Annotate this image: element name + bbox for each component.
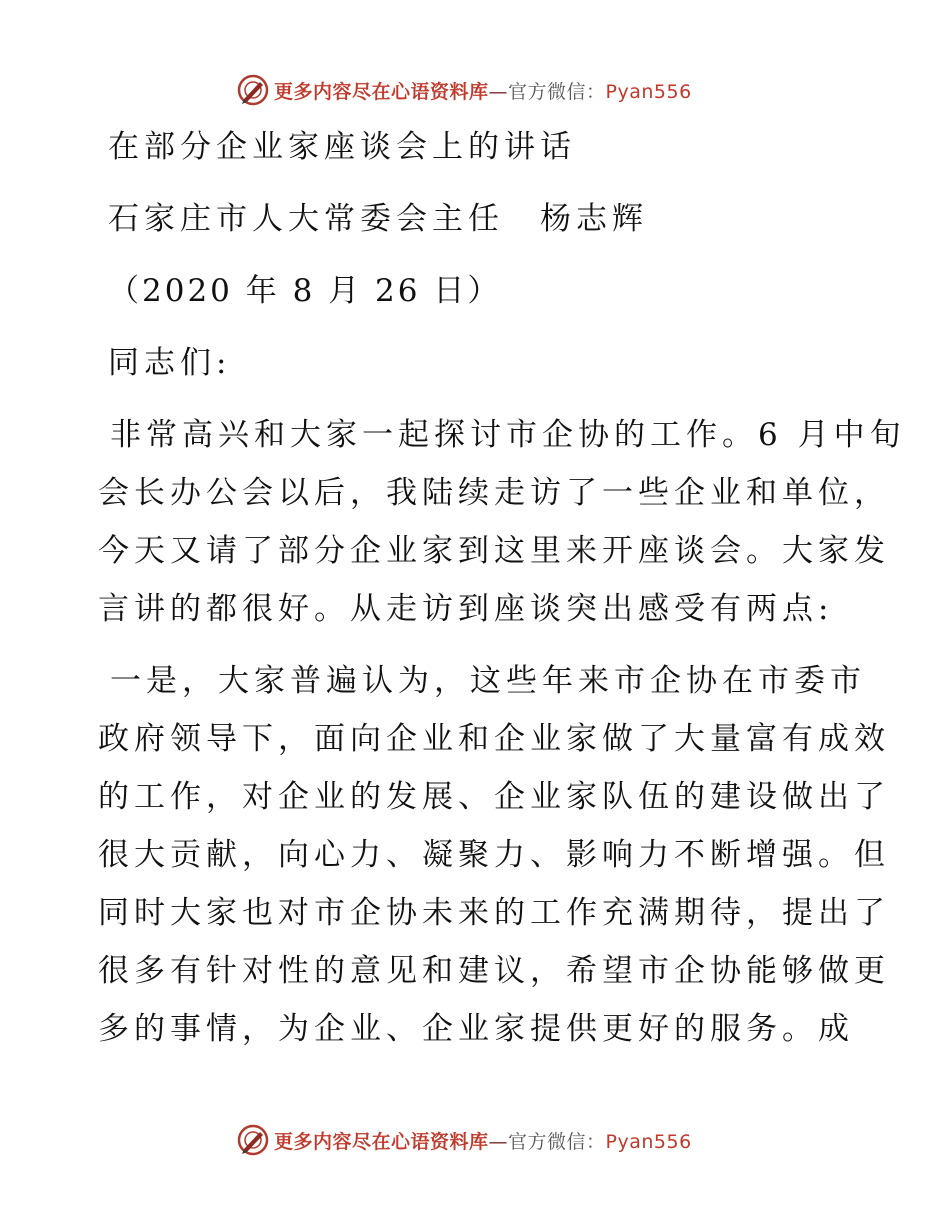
paragraph-2-line: 的工作，对企业的发展、企业家队伍的建设做出了 <box>98 779 890 815</box>
banner-text <box>274 1127 692 1154</box>
banner-wechat-label: 官方微信： <box>508 1130 606 1153</box>
red-pen-circle-logo-icon <box>236 1123 270 1157</box>
paragraph-1-line: 今天又请了部分企业家到这里来开座谈会。大家发 <box>98 533 890 569</box>
document-body <box>98 118 906 1058</box>
paragraph-1-line: 非常高兴和大家一起探讨市企协的工作。6 月中旬 <box>110 417 906 453</box>
banner-brand: 更多内容尽在心语资料库 <box>274 80 489 103</box>
paragraph-1-line: 会长办公会以后，我陆续走访了一些企业和单位， <box>98 475 890 511</box>
banner-text <box>274 77 692 104</box>
document-date: （2020 年 8 月 26 日） <box>108 273 502 309</box>
paragraph-1-line: 言讲的都很好。从走访到座谈突出感受有两点: <box>98 591 834 627</box>
paragraph-2-line: 多的事情，为企业、企业家提供更好的服务。成 <box>98 1011 854 1047</box>
document-salutation: 同志们: <box>108 345 232 381</box>
paragraph-2-line: 一是，大家普遍认为，这些年来市企协在市委市 <box>110 663 866 699</box>
paragraph-2-line: 政府领导下，面向企业和企业家做了大量富有成效 <box>98 721 890 757</box>
footer-banner <box>236 1122 692 1158</box>
red-pen-circle-logo-icon <box>236 73 270 107</box>
banner-wechat-handle: Pyan556 <box>605 80 692 103</box>
banner-dash: — <box>488 80 509 103</box>
banner-dash: — <box>488 1130 509 1153</box>
paragraph-2 <box>98 652 890 1058</box>
banner-wechat-handle: Pyan556 <box>605 1130 692 1153</box>
paragraph-1 <box>98 406 906 638</box>
paragraph-2-line: 同时大家也对市企协未来的工作充满期待，提出了 <box>98 895 890 931</box>
document-author: 石家庄市人大常委会主任 杨志辉 <box>108 201 648 237</box>
paragraph-2-line: 很多有针对性的意见和建议，希望市企协能够做更 <box>98 953 890 989</box>
paragraph-2-line: 很大贡献，向心力、凝聚力、影响力不断增强。但 <box>98 837 890 873</box>
banner-brand: 更多内容尽在心语资料库 <box>274 1130 489 1153</box>
document-title: 在部分企业家座谈会上的讲话 <box>108 129 576 165</box>
banner-wechat-label: 官方微信： <box>508 80 606 103</box>
header-banner <box>236 72 692 108</box>
